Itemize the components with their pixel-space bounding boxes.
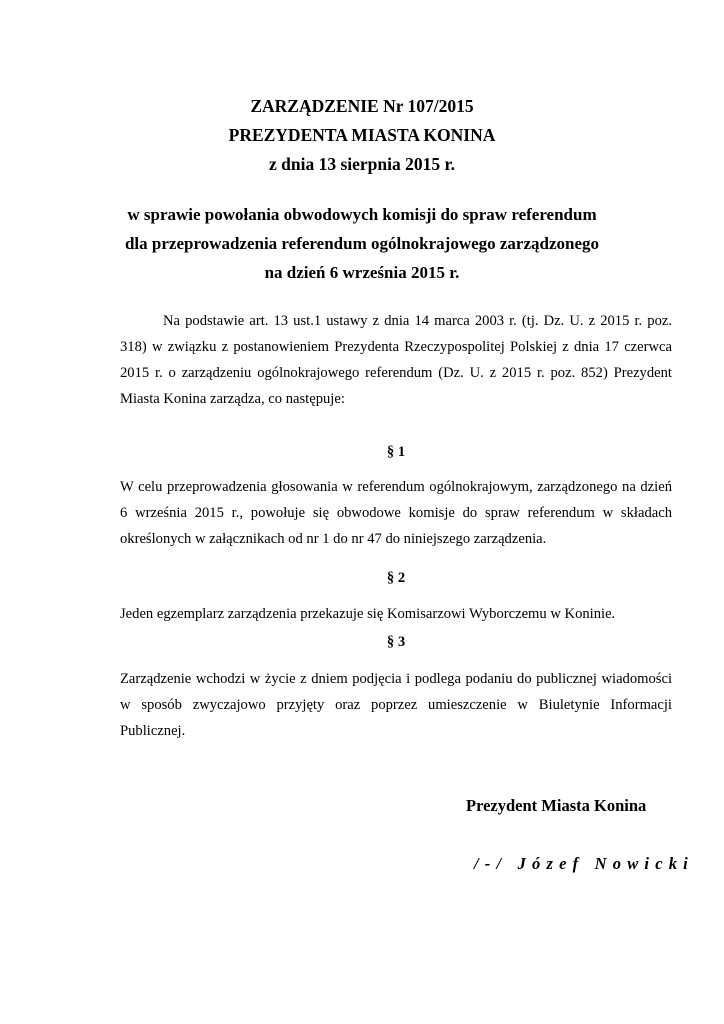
signature-name: /-/ Józef Nowicki [474,854,694,873]
subject-line-1: w sprawie powołania obwodowych komisji do spraw referendum [127,205,597,224]
section-mark-3: § 3 [386,634,406,650]
section-text-2: Jeden egzemplarz zarządzenia przekazuje się Komisarzowi Wyborczemu w Koninie. [120,606,616,622]
issuer: PREZYDENTA MIASTA KONINA [228,125,496,145]
signature-title: Prezydent Miasta Konina [466,796,647,815]
section-text-1: W celu przeprowadzenia głosowania w referendum ogólnokrajowym, zarządzonego na dzień 6 września 2015 r., powołuje się obwodowe komisje do spraw referendum w składach określonych w załącznikach od nr 1 do nr 47 do niniejszego zarządzenia. [120,479,672,547]
section-mark-2: § 2 [386,570,406,586]
section-mark-1: § 1 [386,444,406,460]
document-number: ZARZĄDZENIE Nr 107/2015 [250,96,474,116]
document-subject [0,200,724,287]
document-header [0,92,724,179]
subject-line-2: dla przeprowadzenia referendum ogólnokrajowego zarządzonego [124,234,600,253]
preamble-paragraph: Na podstawie art. 13 ust.1 ustawy z dnia 14 marca 2003 r. (tj. Dz. U. z 2015 r. poz. 318) w związku z postanowieniem Prezydenta Rzeczypospolitej Polskiej z dnia 17 czerwca 2015 r. o zarządzeniu ogólnokrajowego referendum (Dz. U. z 2015 r. poz. 852) Prezydent Miasta Konina zarządza, co następuje: [120,313,672,407]
section-text-3: Zarządzenie wchodzi w życie z dniem podjęcia i podlega podaniu do publicznej wiadomości w sposób zwyczajowo przyjęty oraz poprzez umieszczenie w Biuletynie Informacji Publicznej. [120,671,672,739]
subject-line-3: na dzień 6 września 2015 r. [264,263,460,282]
document-date: z dnia 13 sierpnia 2015 r. [268,154,456,174]
